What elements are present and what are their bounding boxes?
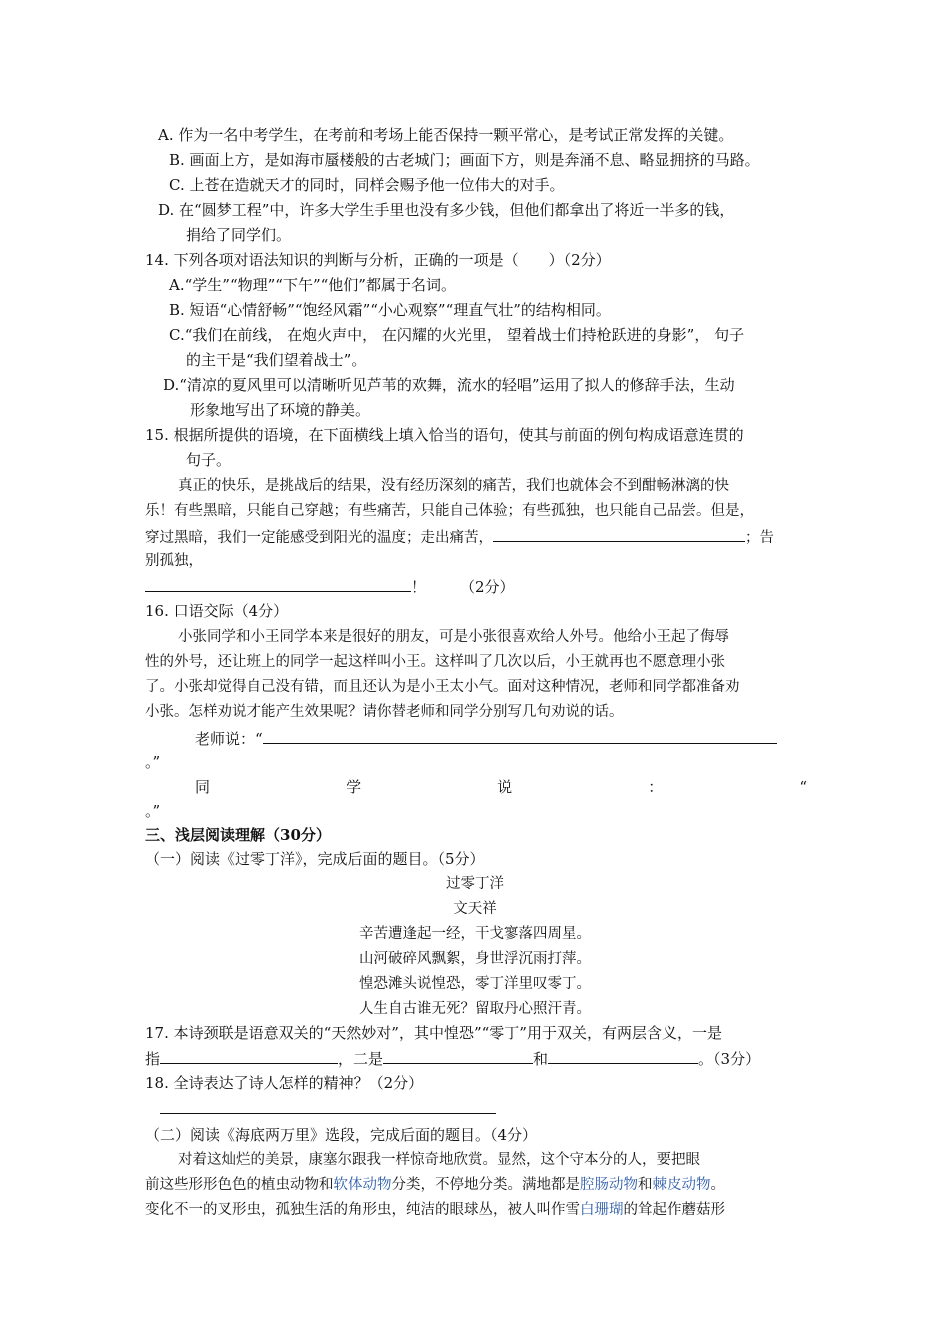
section-3-title: 三、浅层阅读理解（30分） — [145, 826, 331, 844]
q18-answer-line[interactable] — [160, 1113, 496, 1114]
passage-text: 和 — [638, 1177, 653, 1193]
q17-stem: 17. 本诗颈联是语意双关的“天然妙对”，其中惶恐”“零丁”用于双关，有两层含义，一是 — [145, 1024, 722, 1042]
passage-text: 。 — [710, 1177, 725, 1193]
q15-passage-line-1: 真正的快乐，是挑战后的结果，没有经历深刻的痛苦，我们也就体会不到酣畅淋漓的快 — [178, 478, 729, 494]
q17-er: ，二是 — [338, 1050, 384, 1068]
q13-option-d-cont: 捐给了同学们。 — [186, 226, 292, 244]
passage-text: 前这些形形色色的植虫动物和 — [145, 1177, 334, 1193]
q16-student-line — [195, 776, 807, 798]
q16-passage-line-2: 性的外号，还让班上的同学一起这样叫小王。这样叫了几次以后，小王就再也不愿意理小张 — [145, 654, 725, 670]
q17-zhi: 指 — [145, 1050, 161, 1068]
part-2-title: （二）阅读《海底两万里》选段，完成后面的题目。（4分） — [145, 1126, 538, 1144]
q15-answer-blank-2[interactable] — [145, 575, 411, 592]
part-2-passage-line-3 — [145, 1199, 725, 1221]
q16-teacher-line — [195, 727, 777, 750]
q15-answer-line — [145, 575, 515, 598]
q15-score: （2分） — [460, 578, 515, 596]
q14-option-d: D.“清凉的夏风里可以清晰听见芦苇的欢舞，流水的轻唱”运用了拟人的修辞手法，生动 — [163, 376, 735, 394]
q14-option-a: A.“学生”“物理”“下午”“他们”都属于名词。 — [169, 276, 456, 294]
q13-option-a: A. 作为一名中考学生，在考前和考场上能否保持一颗平常心，是考试正常发挥的关键。 — [158, 126, 734, 144]
q15-stem-cont: 句子。 — [186, 451, 232, 469]
passage-text: 分类，不停地分类。满地都是 — [391, 1177, 580, 1193]
q16-passage-line-4: 小张。怎样劝说才能产生效果呢？请你替老师和同学分别写几句劝说的话。 — [145, 704, 624, 720]
q13-option-c: C. 上苍在造就天才的同时，同样会赐予他一位伟大的对手。 — [169, 176, 565, 194]
poem-line-2: 山河破碎风飘絮，身世浮沉雨打萍。 — [359, 951, 591, 967]
q16-student-char: 说 — [497, 778, 513, 796]
q17-blank-2[interactable] — [383, 1047, 533, 1064]
q16-teacher-blank[interactable] — [263, 727, 777, 744]
q15-passage-line-4: 别孤独， — [145, 553, 203, 569]
q16-student-char: 同 — [195, 778, 211, 796]
q16-teacher-close: 。” — [145, 753, 161, 771]
q15-end-mark: ！ — [411, 578, 427, 596]
q16-teacher-label: 老师说：“ — [195, 730, 263, 748]
poem-line-4: 人生自古谁无死？留取丹心照汗青。 — [359, 1001, 591, 1017]
q15-passage-text: 穿过黑暗，我们一定能感受到阳光的温度；走出痛苦， — [145, 530, 493, 546]
q15-passage-line-2: 乐！有些黑暗，只能自己穿越；有些痛苦，只能自己体验；有些孤独，也只能自己品尝。但是， — [145, 503, 754, 519]
q17-answer-line — [145, 1047, 760, 1070]
term-link-white-coral[interactable]: 白珊瑚 — [580, 1202, 624, 1218]
passage-text: 的耸起作蘑菇形 — [623, 1202, 725, 1218]
poem-line-1: 辛苦遭逢起一经，干戈寥落四周星。 — [359, 926, 591, 942]
q14-stem: 14. 下列各项对语法知识的判断与分析，正确的一项是（ ）（2分） — [145, 251, 611, 269]
q15-stem: 15. 根据所提供的语境，在下面横线上填入恰当的语句，使其与前面的例句构成语意连贯的 — [145, 426, 744, 444]
q15-answer-blank-1[interactable] — [493, 525, 745, 542]
poem-author: 文天祥 — [453, 901, 497, 917]
q13-option-d: D. 在“圆梦工程”中，许多大学生手里也没有多少钱，但他们都拿出了将近一半多的钱， — [158, 201, 735, 219]
q17-he: 和 — [533, 1050, 549, 1068]
term-link-echinoderm[interactable]: 棘皮动物 — [652, 1177, 711, 1193]
q15-passage-text-end: ；告 — [745, 530, 774, 546]
q16-stem: 16. 口语交际（4分） — [145, 602, 289, 620]
passage-text: 变化不一的叉形虫，孤独生活的角形虫，纯洁的眼球丛，被人叫作雪 — [145, 1202, 580, 1218]
q17-blank-3[interactable] — [548, 1047, 698, 1064]
q14-option-c-cont: 的主干是“我们望着战士”。 — [186, 351, 367, 369]
q17-blank-1[interactable] — [160, 1047, 338, 1064]
q14-option-c: C.“我们在前线， 在炮火声中， 在闪耀的火光里， 望着战士们持枪跃进的身影”， 句子 — [169, 326, 745, 344]
q15-passage-line-3 — [145, 525, 774, 549]
q16-passage-line-3: 了。小张却觉得自己没有错，而且还认为是小王太小气。面对这种情况，老师和同学都准备劝 — [145, 679, 740, 695]
poem-line-3: 惶恐滩头说惶恐，零丁洋里叹零丁。 — [359, 976, 591, 992]
part-2-passage-line-2 — [145, 1174, 725, 1196]
poem-title: 过零丁洋 — [446, 876, 504, 892]
part-2-passage-line-1: 对着这灿烂的美景，康塞尔跟我一样惊奇地欣赏。显然，这个守本分的人，要把眼 — [178, 1152, 700, 1168]
term-link-mollusk[interactable]: 软体动物 — [333, 1177, 392, 1193]
q16-passage-line-1: 小张同学和小王同学本来是很好的朋友，可是小张很喜欢给人外号。他给小王起了侮辱 — [178, 629, 729, 645]
part-1-title: （一）阅读《过零丁洋》，完成后面的题目。（5分） — [145, 850, 485, 868]
q16-student-char: “ — [799, 778, 807, 796]
q14-option-d-cont: 形象地写出了环境的静美。 — [190, 401, 371, 419]
term-link-coelenterate[interactable]: 腔肠动物 — [580, 1177, 638, 1193]
q17-end: 。（3分） — [698, 1050, 761, 1068]
q13-option-b: B. 画面上方，是如海市蜃楼般的古老城门；画面下方，则是奔涌不息、略显拥挤的马路。 — [169, 151, 760, 169]
q16-student-close: 。” — [145, 802, 161, 820]
q16-student-char: ： — [648, 778, 664, 796]
q18-stem: 18. 全诗表达了诗人怎样的精神？（2分） — [145, 1074, 424, 1092]
q16-student-char: 学 — [346, 778, 362, 796]
q14-option-b: B. 短语“心情舒畅”“饱经风霜”“小心观察”“理直气壮”的结构相同。 — [169, 301, 611, 319]
